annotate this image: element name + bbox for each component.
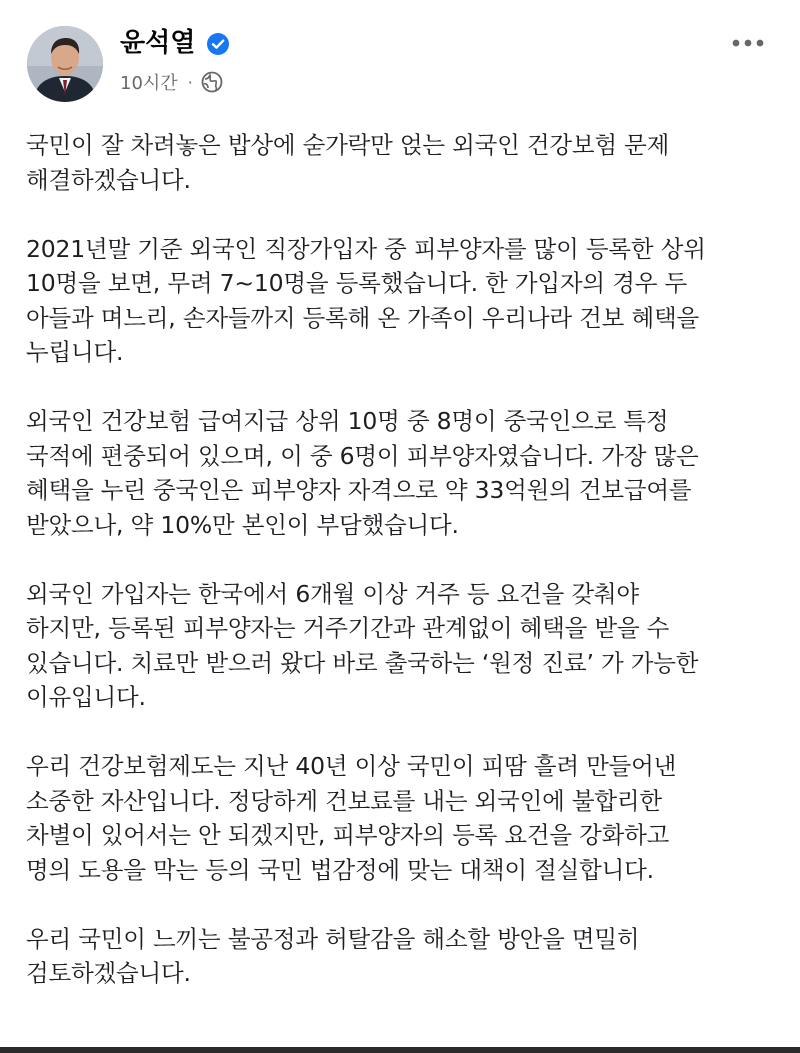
post-paragraph (26, 404, 786, 542)
text-line: 소중한 자산입니다. 정당하게 건보료를 내는 외국인에 불합리한 (26, 786, 662, 815)
text-line: 외국인 가입자는 한국에서 6개월 이상 거주 등 요건을 갖춰야 (26, 579, 639, 608)
text-line: 국민이 잘 차려놓은 밥상에 숟가락만 얹는 외국인 건강보험 문제 (26, 131, 670, 159)
text-line: 이유입니다. (26, 683, 146, 711)
more-options-button[interactable] (726, 28, 770, 58)
post-paragraph (26, 128, 786, 197)
post-meta (120, 70, 223, 94)
text-line: 2021년말 기준 외국인 직장가입자 중 피부양자를 많이 등록한 상위 (26, 234, 706, 263)
text-line: 우리 국민이 느끼는 불공정과 허탈감을 해소할 방안을 면밀히 (26, 924, 640, 953)
globe-icon[interactable] (201, 71, 223, 93)
post-paragraph (26, 232, 786, 370)
author-name[interactable]: 윤석열 (120, 28, 196, 58)
text-line: 혜택을 누린 중국인은 피부양자 자격으로 약 33억원의 건보급여를 (26, 476, 692, 504)
text-line: 국적에 편중되어 있으며, 이 중 6명이 피부양자였습니다. 가장 많은 (26, 441, 699, 470)
verified-badge-icon (206, 32, 230, 56)
post-paragraph (26, 922, 786, 991)
post-header (0, 0, 800, 120)
text-line: 누립니다. (26, 338, 124, 366)
text-line: 검토하겠습니다. (26, 959, 191, 987)
text-line: 외국인 건강보험 급여지급 상위 10명 중 8명이 중국인으로 특정 (26, 407, 669, 435)
text-line: 10명을 보면, 무려 7~10명을 등록했습니다. 한 가입자의 경우 두 (26, 269, 687, 297)
text-line: 명의 도용을 막는 등의 국민 법감정에 맞는 대책이 절실합니다. (26, 855, 654, 884)
text-line: 아들과 며느리, 손자들까지 등록해 온 가족이 우리나라 건보 혜택을 (26, 303, 699, 332)
avatar-photo (27, 26, 103, 102)
post-timestamp[interactable]: 10시간 (120, 73, 178, 94)
text-line: 있습니다. 치료만 받으러 왔다 바로 출국하는 ‘원정 진료’ 가 가능한 (26, 648, 699, 677)
post-paragraph (26, 749, 786, 887)
meta-separator: · (187, 72, 193, 92)
text-line: 해결하겠습니다. (26, 165, 191, 194)
text-line: 우리 건강보험제도는 지난 40년 이상 국민이 피땀 흘려 만들어낸 (26, 752, 677, 780)
post-paragraph (26, 577, 786, 715)
text-line: 받았으나, 약 10%만 본인이 부담했습니다. (26, 510, 459, 539)
post-body (26, 128, 786, 1025)
text-line: 차별이 있어서는 안 되겠지만, 피부양자의 등록 요건을 강화하고 (26, 821, 670, 849)
more-horizontal-icon (730, 38, 766, 48)
text-line: 하지만, 등록된 피부양자는 거주기간과 관계없이 혜택을 받을 수 (26, 614, 670, 642)
bottom-edge-bar (0, 1047, 800, 1053)
author-avatar[interactable] (27, 26, 103, 102)
